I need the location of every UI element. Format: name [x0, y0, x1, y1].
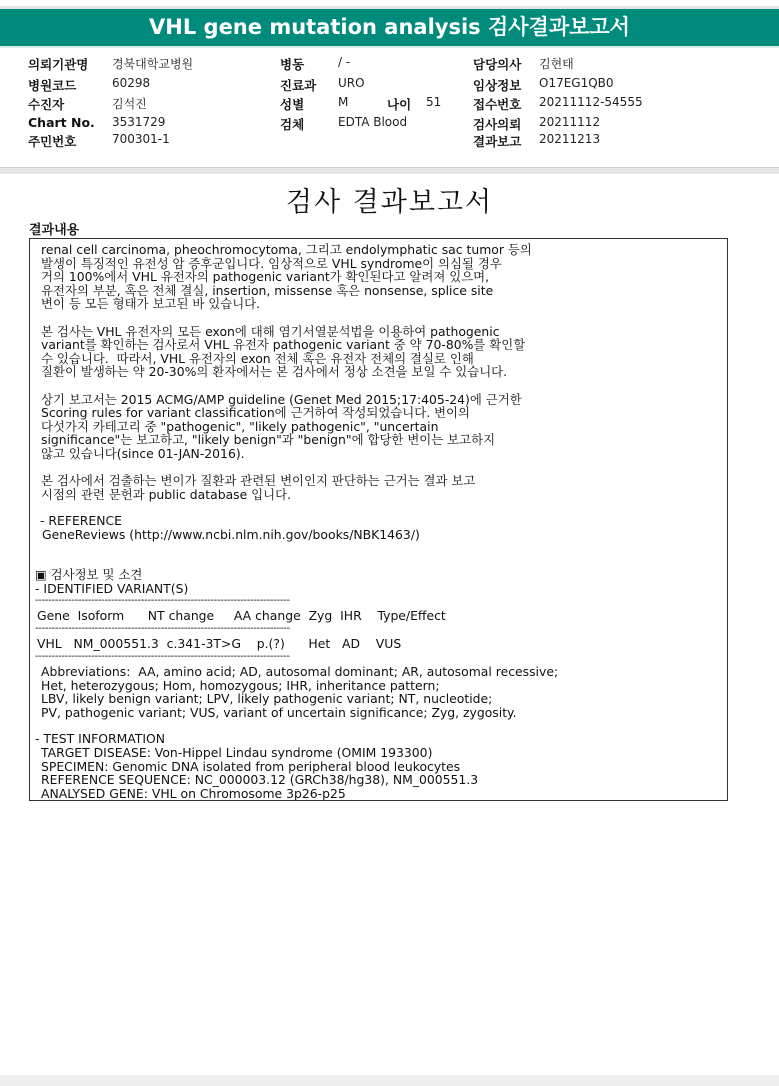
info-value-hospital-code: 60298	[112, 76, 151, 90]
info-value-specimen: EDTA Blood	[338, 115, 408, 129]
result-content-box	[29, 238, 728, 801]
info-value-institution: 경북대학교병원	[112, 57, 194, 71]
variant-row: VHL NM_000551.3 c.341-3T>G p.(?) Het AD VUS	[37, 636, 402, 651]
identified-variants-heading: - IDENTIFIED VARIANT(S)	[35, 581, 189, 596]
variant-table-divider: -----------------------------------------------------------------------------	[35, 595, 290, 606]
abbreviation-line: LBV, likely benign variant; LPV, likely pathogenic variant; NT, nucleotide;	[41, 691, 493, 707]
result-text-line: 시점의 관련 문헌과 public database 입니다.	[41, 486, 292, 502]
variant-table-header: Gene Isoform NT change AA change Zyg IHR Type/Effect	[37, 608, 446, 623]
info-label-department: 진료과	[280, 78, 317, 93]
result-text-line: renal cell carcinoma, pheochromocytoma, 그리고 endolymphatic sac tumor 등의	[41, 242, 532, 257]
result-text-line: 다섯가지 카테고리 중 "pathogenic", "likely pathogenic", "uncertain	[41, 418, 439, 434]
page-footer-strip	[0, 1075, 779, 1086]
test-info-line: TARGET DISEASE: Von-Hippel Lindau syndrome (OMIM 193300)	[41, 745, 433, 760]
info-label-request-date: 검사의뢰	[473, 117, 522, 132]
info-label-patient: 수진자	[28, 97, 65, 112]
variant-table-divider: -----------------------------------------------------------------------------	[35, 651, 290, 662]
info-value-age: 51	[426, 95, 442, 109]
result-text-line: 발생이 특징적인 유전성 암 증후군입니다. 임상적으로 VHL syndrome이 의심될 경우	[41, 255, 502, 271]
exam-info-heading: ▣ 검사정보 및 소견	[35, 567, 143, 582]
info-value-sex: M	[338, 95, 349, 109]
result-text-line: 변이 등 모든 형태가 보고된 바 있습니다.	[41, 296, 261, 312]
result-text-line: significance"는 보고하고, "likely benign"과 "benign"에 합당한 변이는 보고하지	[41, 432, 496, 448]
info-row	[28, 55, 768, 72]
info-value-patient: 김석진	[112, 97, 147, 111]
info-row	[28, 115, 768, 132]
result-text-line: 않고 있습니다(since 01-JAN-2016).	[41, 446, 245, 461]
result-section-label: 결과내용	[29, 223, 80, 238]
result-text-line: 상기 보고서는 2015 ACMG/AMP guideline (Genet Med 2015;17:405-24)에 근거한	[41, 391, 522, 407]
reference-heading: - REFERENCE	[40, 513, 122, 528]
result-text-line: 본 검사에서 검출하는 변이가 질환과 관련된 변이인지 판단하는 근거는 결과 보고	[41, 473, 476, 489]
info-label-ward: 병동	[280, 57, 305, 72]
result-text-line: 수 있습니다. 따라서, VHL 유전자의 exon 전체 혹은 유전자 전체의 결실로 인해	[41, 350, 474, 366]
info-value-report-date: 20211213	[539, 132, 601, 146]
info-label-doctor: 담당의사	[473, 57, 522, 72]
abbreviation-line: PV, pathogenic variant; VUS, variant of uncertain significance; Zyg, zygosity.	[41, 704, 517, 720]
info-row	[28, 95, 768, 112]
info-value-department: URO	[338, 76, 365, 90]
info-value-accession: 20211112-54555	[539, 95, 643, 109]
result-text-line: 질환이 발생하는 약 20-30%의 환자에서는 본 검사에서 정상 소견을 보일 수 있습니다.	[41, 364, 508, 380]
abbreviation-line: Het, heterozygous; Hom, homozygous; IHR, inheritance pattern;	[41, 677, 440, 693]
result-text-line: variant를 확인하는 검사로서 VHL 유전자 pathogenic variant 중 약 70-80%를 확인할	[41, 337, 526, 353]
info-label-report-date: 결과보고	[473, 134, 522, 149]
info-row	[28, 76, 768, 93]
info-label-chart-no: Chart No.	[28, 115, 95, 130]
info-label-specimen: 검체	[280, 117, 305, 132]
result-text-line: 유전자의 부분, 혹은 전체 결실, insertion, missense 혹은 nonsense, splice site	[41, 282, 494, 298]
report-header-title: VHL gene mutation analysis 검사결과보고서	[0, 6, 779, 48]
test-info-line: REFERENCE SEQUENCE: NC_000003.12 (GRCh38/hg38), NM_000551.3	[41, 772, 479, 788]
info-value-resident-no: 700301-1	[112, 132, 170, 146]
section-divider	[0, 167, 779, 174]
info-label-age: 나이	[387, 97, 412, 112]
report-title: 검사 결과보고서	[285, 187, 494, 218]
test-info-heading: - TEST INFORMATION	[35, 731, 166, 746]
test-info-line: SPECIMEN: Genomic DNA isolated from peripheral blood leukocytes	[41, 758, 461, 774]
info-value-request-date: 20211112	[539, 115, 601, 129]
result-text-line: 거의 100%에서 VHL 유전자의 pathogenic variant가 확인된다고 알려져 있으며,	[41, 269, 490, 285]
info-value-doctor: 김현태	[539, 57, 574, 71]
info-label-institution: 의뢰기관명	[28, 57, 89, 72]
test-info-line: ANALYSED GENE: VHL on Chromosome 3p26-p25	[41, 785, 346, 801]
info-value-chart-no: 3531729	[112, 115, 166, 129]
info-value-ward: / -	[338, 55, 351, 69]
info-label-hospital-code: 병원코드	[28, 78, 77, 93]
reference-text: GeneReviews (http://www.ncbi.nlm.nih.gov/books/NBK1463/)	[42, 527, 420, 542]
info-label-resident-no: 주민번호	[28, 134, 77, 149]
info-row	[28, 132, 768, 149]
info-label-sex: 성별	[280, 97, 305, 112]
variant-table-divider: -----------------------------------------------------------------------------	[35, 623, 290, 634]
abbreviation-line: Abbreviations: AA, amino acid; AD, autosomal dominant; AR, autosomal recessive;	[41, 664, 559, 679]
result-text-line: Scoring rules for variant classification에 근거하여 작성되었습니다. 변이의	[41, 405, 470, 421]
info-label-accession: 접수번호	[473, 97, 522, 112]
info-label-clinical-info: 임상정보	[473, 78, 522, 93]
result-text-line: 본 검사는 VHL 유전자의 모든 exon에 대해 염기서열분석법을 이용하여 pathogenic	[41, 323, 500, 339]
info-value-clinical-info: O17EG1QB0	[539, 76, 614, 90]
